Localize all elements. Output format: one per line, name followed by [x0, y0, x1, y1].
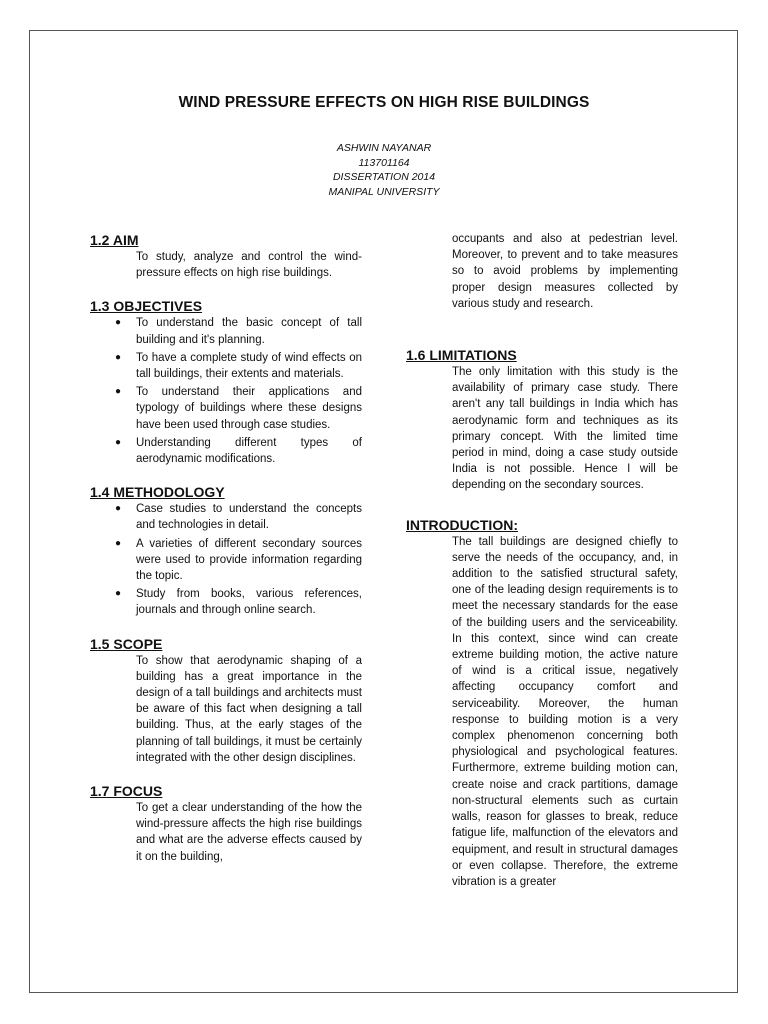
list-item: ● Study from books, various references, journals and through online search.: [115, 588, 362, 617]
section-limitations: [406, 346, 678, 494]
list-item: ● Case studies to understand the concepts and technologies in detail.: [115, 503, 362, 532]
objectives-list: [90, 315, 362, 467]
list-item: ● Understanding different types of aerodynamic modifications.: [115, 436, 362, 466]
bullet-icon: ●: [115, 537, 122, 549]
section-text: To study, analyze and control the wind-pressure effects on high rise buildings.: [136, 251, 362, 280]
continued-text: [406, 231, 678, 312]
dissertation-year: DISSERTATION 2014: [332, 171, 436, 183]
author-block: [0, 141, 768, 199]
bullet-icon: ●: [115, 317, 122, 329]
section-heading: 1.5 SCOPE: [90, 635, 163, 652]
section-heading: INTRODUCTION:: [406, 516, 518, 533]
bullet-icon: ●: [115, 386, 122, 398]
author-name: ASHWIN NAYANAR: [336, 142, 432, 154]
section-focus: [90, 782, 362, 865]
section-text: To show that aerodynamic shaping of a building has a great importance in the design of a tall buildings and architects must be aware of this fact when designing a tall building. Thus, at the early stages of the planning of tall buildings, it must be certainly integrated with the other design disciplines.: [136, 654, 362, 764]
methodology-list: [90, 501, 362, 618]
section-text: The only limitation with this study is the availability of primary case study. There aren't any tall buildings in India which has aerodynamic form and techniques as its primary concept. With the limited time period in mind, doing a case study outside India is not possible. Hence I will be depending on the secondary sources.: [452, 366, 678, 492]
section-introduction: [406, 516, 678, 890]
list-item: ● To understand the basic concept of tall building and it's planning.: [115, 317, 362, 346]
bullet-icon: ●: [115, 436, 122, 448]
document-title: WIND PRESSURE EFFECTS ON HIGH RISE BUILDINGS: [178, 94, 590, 111]
bullet-icon: ●: [115, 588, 122, 600]
right-column: [406, 231, 678, 906]
section-heading: 1.3 OBJECTIVES: [90, 298, 203, 315]
section-heading: 1.7 FOCUS: [90, 783, 163, 800]
section-aim: [90, 231, 362, 281]
section-scope: [90, 635, 362, 766]
bullet-icon: ●: [115, 503, 122, 515]
list-item: ● To have a complete study of wind effects on tall buildings, their extents and materials.: [115, 351, 362, 381]
section-text: occupants and also at pedestrian level. Moreover, to prevent and to take measures so to avoid problems by implementing proper design measures collected by various study and research.: [452, 233, 678, 310]
section-objectives: [90, 297, 362, 467]
student-id: 113701164: [358, 156, 410, 169]
section-heading: 1.2 AIM: [90, 232, 139, 248]
list-item: ● A varieties of different secondary sources were used to provide information regarding the topic.: [115, 537, 362, 583]
section-text: The tall buildings are designed chiefly to serve the needs of the occupancy, and, in addition to the satisfied structural safety, one of the leading design requirements is to meet the necessary standards for the ease of the building users and the serviceability. In this context, since wind can create extreme building motion, the active nature of wind is a critical issue, negatively affecting occupancy comfort and serviceability. Moreover, the human response to building motion is a very complex phenomenon concerning both physiological and psychological features. Furthermore, extreme building motion can, create noise and crack partitions, damage non-structural elements such as curtain walls, reason for glasses to break, reduce fatigue life, malfunction of the elevators and equipment, and result in structural damages or even collapse. Therefore, the extreme vibration is a greater: [452, 535, 678, 888]
section-heading: 1.4 METHODOLOGY: [90, 484, 225, 501]
section-methodology: [90, 483, 362, 618]
section-heading: 1.6 LIMITATIONS: [406, 347, 517, 364]
bullet-icon: ●: [115, 351, 122, 363]
section-text: To get a clear understanding of the how the wind-pressure affects the high rise buildings and what are the adverse effects caused by it on the building,: [136, 802, 362, 863]
list-item: ● To understand their applications and typology of buildings where these designs have been used through case studies.: [115, 386, 362, 431]
left-column: [90, 231, 362, 881]
university-name: MANIPAL UNIVERSITY: [328, 185, 440, 198]
